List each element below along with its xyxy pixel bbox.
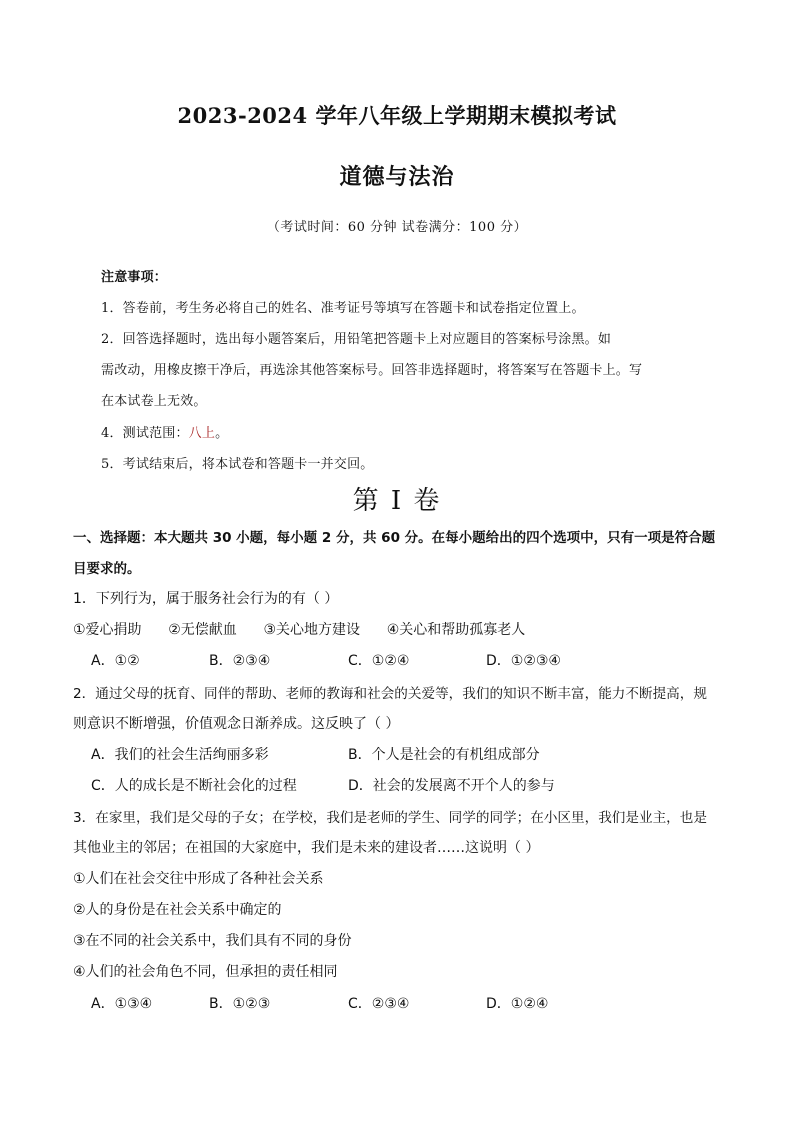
q2-stem-line-2: 则意识不断增强，价值观念日渐养成。这反映了（ ） — [73, 716, 400, 732]
q3-item-4: ④人们的社会角色不同，但承担的责任相同 — [73, 964, 338, 980]
section-instruction-line-1: 一、选择题：本大题共 30 小题，每小题 2 分，共 60 分。在每小题给出的四个选项中，只有一项是符合题 — [73, 530, 716, 546]
q1-option-b[interactable]: B．②③④ — [209, 653, 271, 669]
exam-title: 2023-2024 学年八年级上学期期末模拟考试 — [177, 103, 617, 128]
q3-item-1: ①人们在社会交往中形成了各种社会关系 — [73, 871, 324, 887]
q1-option-a[interactable]: A．①② — [91, 653, 140, 669]
test-scope: 八上 — [188, 426, 216, 441]
exam-info: （考试时间：60 分钟 试卷满分：100 分） — [266, 220, 528, 235]
notice-heading: 注意事项： — [101, 270, 168, 285]
q3-stem-line-1: 3．在家里，我们是父母的子女；在学校，我们是老师的学生、同学的同学；在小区里，我们是业主，也是 — [73, 810, 707, 826]
notice-item-2-line-2: 需改动，用橡皮擦干净后，再选涂其他答案标号。回答非选择题时，将答案写在答题卡上。写 — [101, 363, 643, 378]
notice-item-2-line-3: 在本试卷上无效。 — [101, 394, 207, 409]
q2-option-a[interactable]: A．我们的社会生活绚丽多彩 — [91, 747, 269, 763]
notice-item-4-prefix: 4．测试范围： — [101, 426, 189, 441]
notice-item-5: 5．考试结束后，将本试卷和答题卡一并交回。 — [101, 457, 374, 472]
notice-item-1: 1．答卷前，考生务必将自己的姓名、准考证号等填写在答题卡和试卷指定位置上。 — [101, 301, 585, 316]
q2-stem-line-1: 2．通过父母的抚育、同伴的帮助、老师的教诲和社会的关爱等，我们的知识不断丰富，能力不断提高，规 — [73, 686, 707, 702]
q2-option-d[interactable]: D．社会的发展离不开个人的参与 — [348, 778, 555, 794]
notice-item-4 — [101, 422, 228, 441]
q1-items: ①爱心捐助 ②无偿献血 ③关心地方建设 ④关心和帮助孤寡老人 — [73, 622, 526, 638]
q3-item-3: ③在不同的社会关系中，我们具有不同的身份 — [73, 933, 352, 949]
q1-option-d[interactable]: D．①②③④ — [486, 653, 561, 669]
section-title: 第 I 卷 — [352, 486, 442, 516]
q3-option-a[interactable]: A．①③④ — [91, 996, 153, 1012]
q3-option-b[interactable]: B．①②③ — [209, 996, 271, 1012]
section-instruction-line-2: 目要求的。 — [73, 561, 141, 577]
subject-title: 道德与法治 — [339, 164, 455, 190]
q3-option-c[interactable]: C．②③④ — [348, 996, 410, 1012]
notice-item-4-suffix: 。 — [215, 426, 229, 441]
q3-option-d[interactable]: D．①②④ — [486, 996, 549, 1012]
q1-option-c[interactable]: C．①②④ — [348, 653, 410, 669]
q2-option-b[interactable]: B．个人是社会的有机组成部分 — [348, 747, 540, 763]
notice-item-2-line-1: 2．回答选择题时，选出每小题答案后，用铅笔把答题卡上对应题目的答案标号涂黑。如 — [101, 332, 612, 347]
q3-stem-line-2: 其他业主的邻居；在祖国的大家庭中，我们是未来的建设者……这说明（ ） — [73, 840, 540, 856]
q2-option-c[interactable]: C．人的成长是不断社会化的过程 — [91, 778, 297, 794]
q3-item-2: ②人的身份是在社会关系中确定的 — [73, 902, 282, 918]
q1-stem: 1．下列行为，属于服务社会行为的有（ ） — [73, 591, 339, 607]
